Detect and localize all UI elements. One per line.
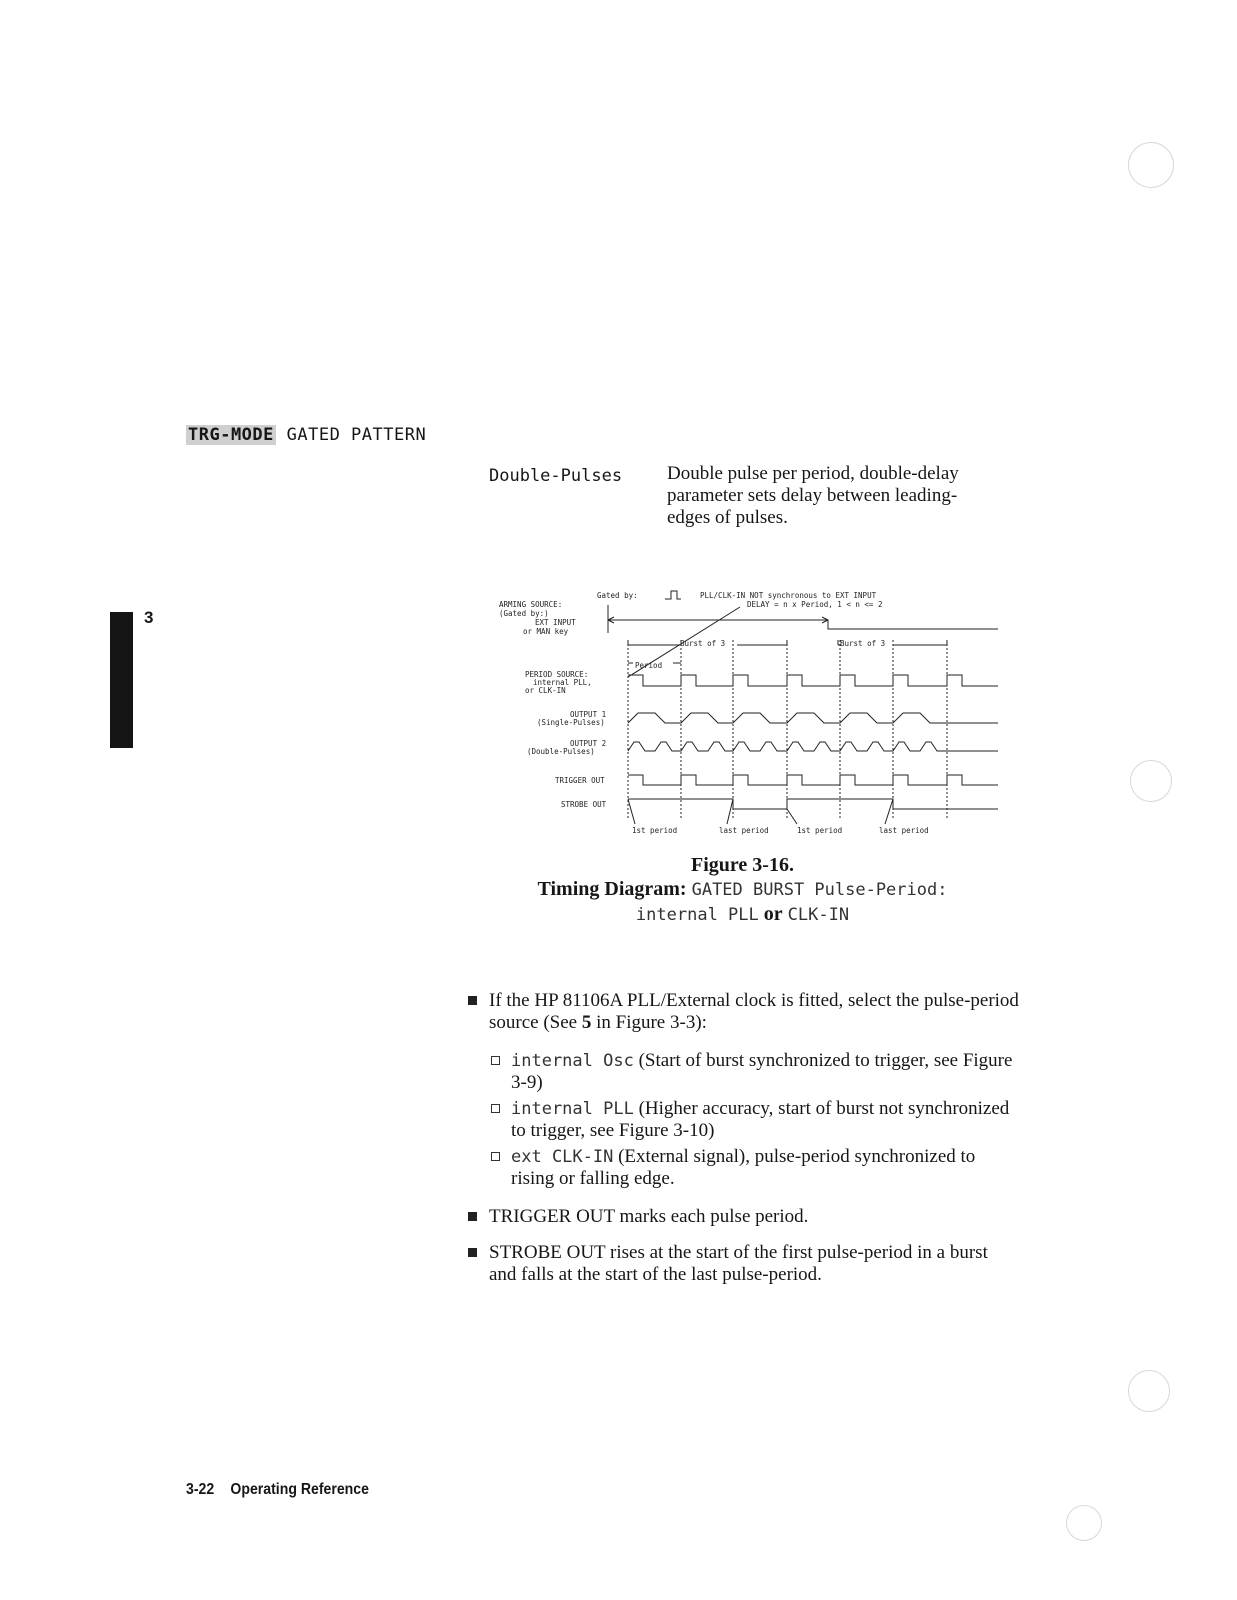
caption-mono-3: CLK-IN xyxy=(787,905,850,925)
definition-text: Double pulse per period, double-delay parameter sets delay between leading-edges of pulses. xyxy=(667,463,959,528)
strobe-out-label: STROBE OUT xyxy=(561,800,607,809)
binder-hole-bottom xyxy=(1066,1505,1102,1541)
trigger-out-signal xyxy=(628,775,998,785)
period-mark-2: last period xyxy=(719,826,769,835)
output1-label-1: OUTPUT 1 xyxy=(570,710,607,719)
gated-by-label: Gated by: xyxy=(597,591,638,600)
note-line-1: PLL/CLK-IN NOT synchronous to EXT INPUT xyxy=(700,591,877,600)
period-mark-3: 1st period xyxy=(797,826,843,835)
caption-mono-1: GATED BURST Pulse-Period: xyxy=(691,880,948,900)
sub-bullet-mono: internal Osc xyxy=(511,1051,634,1071)
bullet-square-icon xyxy=(468,1248,477,1257)
gate-pulse-icon xyxy=(665,591,681,599)
arming-label-4: or MAN key xyxy=(523,627,569,636)
sub-bullet-internal-osc xyxy=(511,1050,1021,1094)
timing-diagram xyxy=(495,585,1005,840)
period-source-label-3: or CLK-IN xyxy=(525,686,566,695)
sub-bullet-text: (External signal), pulse-period synchronized to rising or falling edge. xyxy=(511,1146,976,1189)
period-source-label-1: PERIOD SOURCE: xyxy=(525,670,589,679)
bullet-strobe-out xyxy=(489,1242,1019,1286)
sub-bullet-text: (Higher accuracy, start of burst not synchronized to trigger, see Figure 3-10) xyxy=(511,1098,1010,1141)
binder-hole-top xyxy=(1128,142,1174,188)
binder-hole-middle xyxy=(1130,760,1172,802)
period-source-signal xyxy=(628,675,998,686)
output2-label-2: (Double-Pulses) xyxy=(527,747,595,756)
period-mark-pointer-4 xyxy=(885,799,893,824)
hollow-square-icon xyxy=(491,1056,500,1065)
bullet-text: STROBE OUT rises at the start of the first pulse-period in a burst and falls at the start of the last pulse-period. xyxy=(489,1242,988,1285)
caption-bold-1: Timing Diagram: xyxy=(537,878,687,900)
trg-mode-key: TRG-MODE xyxy=(188,425,274,445)
period-mark-pointer-1 xyxy=(628,799,635,824)
bullet-text: TRIGGER OUT marks each pulse period. xyxy=(489,1206,809,1227)
binder-hole-lower xyxy=(1128,1370,1170,1412)
bullet-bold-ref: 5 xyxy=(581,1012,592,1033)
hollow-square-icon xyxy=(491,1152,500,1161)
trigger-out-label: TRIGGER OUT xyxy=(555,776,605,785)
page-number: 3-22 xyxy=(186,1481,215,1498)
output2-signal xyxy=(628,742,998,751)
arming-source-signal xyxy=(608,620,998,629)
period-markers xyxy=(628,640,947,820)
sub-bullet-mono: internal PLL xyxy=(511,1099,634,1119)
strobe-out-signal xyxy=(628,799,998,809)
caption-mono-2: internal PLL xyxy=(635,905,759,925)
chapter-tab xyxy=(110,612,133,748)
definition-term: Double-Pulses xyxy=(489,466,623,486)
caption-bold-2: or xyxy=(763,903,783,925)
arming-label-1: ARMING SOURCE: xyxy=(499,600,563,609)
hollow-square-icon xyxy=(491,1104,500,1113)
bullet-text-tail: in Figure 3-3): xyxy=(591,1012,707,1033)
sub-bullet-internal-pll xyxy=(511,1098,1021,1142)
period-mark-1: 1st period xyxy=(632,826,678,835)
sub-bullet-ext-clk xyxy=(511,1146,1021,1190)
period-source-label-2: internal PLL, xyxy=(533,678,592,687)
period-mark-4: last period xyxy=(879,826,929,835)
sub-bullet-text: (Start of burst synchronized to trigger, see Figure 3-9) xyxy=(511,1050,1013,1093)
arming-label-2: (Gated by:) xyxy=(499,609,549,618)
output1-signal xyxy=(628,713,998,723)
chapter-number: 3 xyxy=(144,608,154,627)
period-mark-pointer-2 xyxy=(727,799,733,824)
burst-label-1: Burst of 3 xyxy=(680,639,726,648)
arming-label-3: EXT INPUT xyxy=(535,618,576,627)
bullet-square-icon xyxy=(468,996,477,1005)
output1-label-2: (Single-Pulses) xyxy=(537,718,605,727)
page-footer xyxy=(186,1481,369,1499)
bullet-square-icon xyxy=(468,1212,477,1221)
figure-number: Figure 3-16. xyxy=(691,854,794,876)
trg-mode-value: GATED PATTERN xyxy=(286,425,427,445)
sub-bullet-mono: ext CLK-IN xyxy=(511,1147,614,1167)
period-label: Period xyxy=(635,661,663,670)
bullet-trigger-out xyxy=(489,1206,1019,1228)
trg-mode-line xyxy=(186,425,426,445)
period-mark-pointer-3 xyxy=(787,809,797,824)
output2-label-1: OUTPUT 2 xyxy=(570,739,607,748)
figure-caption xyxy=(480,853,1005,927)
bullet-text: If the HP 81106A PLL/External clock is fitted, select the pulse-period source (See xyxy=(489,990,1019,1033)
burst-label-2: Burst of 3 xyxy=(840,639,886,648)
bullet-pll-source xyxy=(489,990,1019,1034)
note-line-2: DELAY = n x Period, 1 < n <= 2 xyxy=(747,600,883,609)
section-name: Operating Reference xyxy=(230,1481,369,1498)
